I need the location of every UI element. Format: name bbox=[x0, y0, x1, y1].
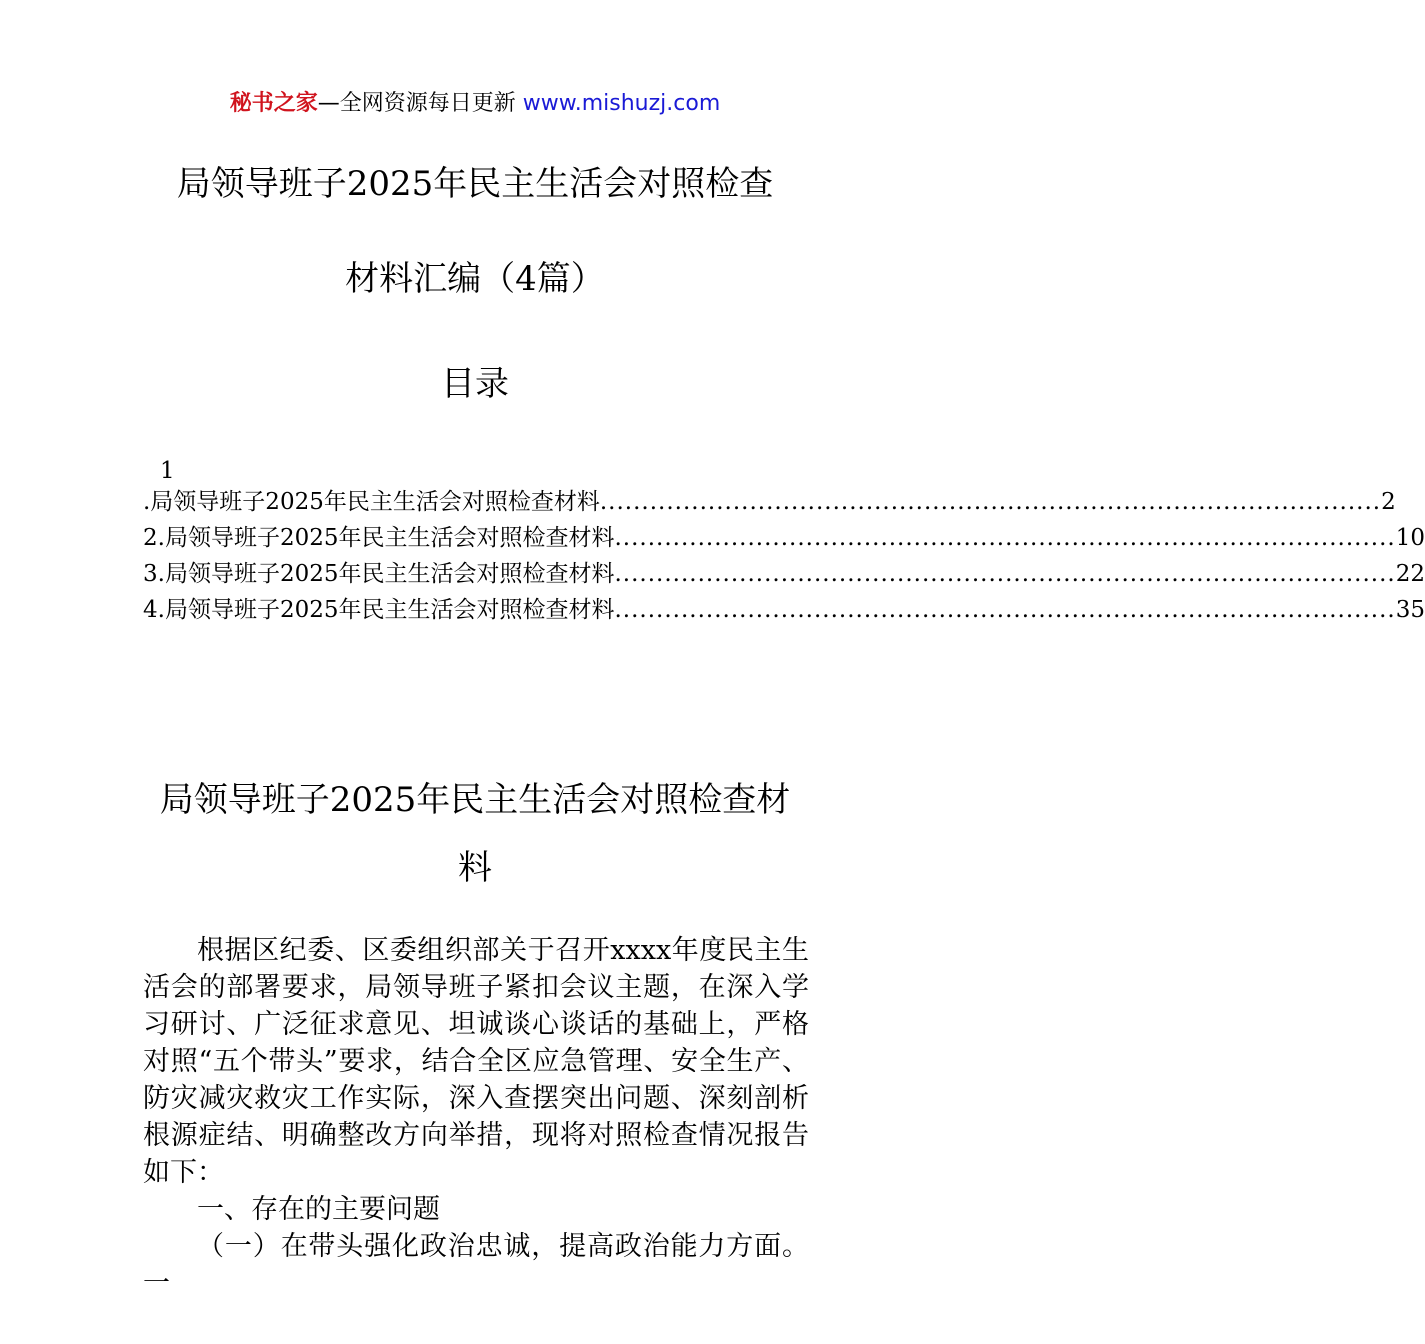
toc-leader-dots: .............................................................................................. bbox=[614, 597, 1396, 623]
toc-entry-page: 35 bbox=[1395, 597, 1425, 623]
toc-entry-page: 10 bbox=[1395, 525, 1425, 551]
toc-entry-label: 2.局领导班子2025年民主生活会对照检查材料 bbox=[143, 525, 615, 551]
toc-entry-label: .局领导班子2025年民主生活会对照检查材料 bbox=[143, 489, 600, 515]
body-heading-1: 一、存在的主要问题 bbox=[197, 1194, 440, 1225]
toc-leader-dots: .............................................................................................. bbox=[614, 561, 1396, 587]
toc-entry[interactable] bbox=[143, 522, 1425, 554]
toc-heading: 目录 bbox=[441, 364, 509, 404]
toc-entry-label: 3.局领导班子2025年民主生活会对照检查材料 bbox=[143, 561, 615, 587]
section-title-line-2: 料 bbox=[458, 848, 492, 888]
section-body bbox=[143, 932, 809, 1302]
toc-entry[interactable] bbox=[143, 558, 1425, 590]
toc-entry[interactable] bbox=[143, 594, 1425, 626]
document-title-line-2: 材料汇编（4篇） bbox=[345, 259, 605, 299]
toc-first-number: 1 bbox=[160, 458, 175, 484]
site-url-link[interactable]: www.mishuzj.com bbox=[522, 91, 721, 116]
header-tagline: —全网资源每日更新 bbox=[317, 91, 523, 116]
toc-entry-page: 2 bbox=[1381, 489, 1396, 515]
toc-leader-dots: .............................................................................................. bbox=[599, 489, 1382, 515]
toc-entry[interactable] bbox=[143, 486, 1396, 518]
toc-entry-page: 22 bbox=[1395, 561, 1425, 587]
body-paragraph: 根据区纪委、区委组织部关于召开xxxx年度民主生活会的部署要求，局领导班子紧扣会议主题，在深入学习研讨、广泛征求意见、坦诚谈心谈话的基础上，严格对照“五个带头”要求，结合全区应急管理、安全生产、防灾减灾救灾工作实际，深入查摆突出问题、深刻剖析根源症结、明确整改方向举措，现将对照检查情况报告如下： bbox=[143, 935, 809, 1188]
section-title-line-1: 局领导班子2025年民主生活会对照检查材 bbox=[159, 780, 791, 820]
body-subheading: （一）在带头强化政治忠诚，提高政治能力方面。一 bbox=[143, 1231, 809, 1299]
toc-entry-label: 4.局领导班子2025年民主生活会对照检查材料 bbox=[143, 597, 615, 623]
toc-leader-dots: .............................................................................................. bbox=[614, 525, 1396, 551]
document-title-line-1: 局领导班子2025年民主生活会对照检查 bbox=[176, 164, 774, 204]
brand-name: 秘书之家 bbox=[229, 91, 318, 116]
site-header bbox=[0, 88, 950, 120]
